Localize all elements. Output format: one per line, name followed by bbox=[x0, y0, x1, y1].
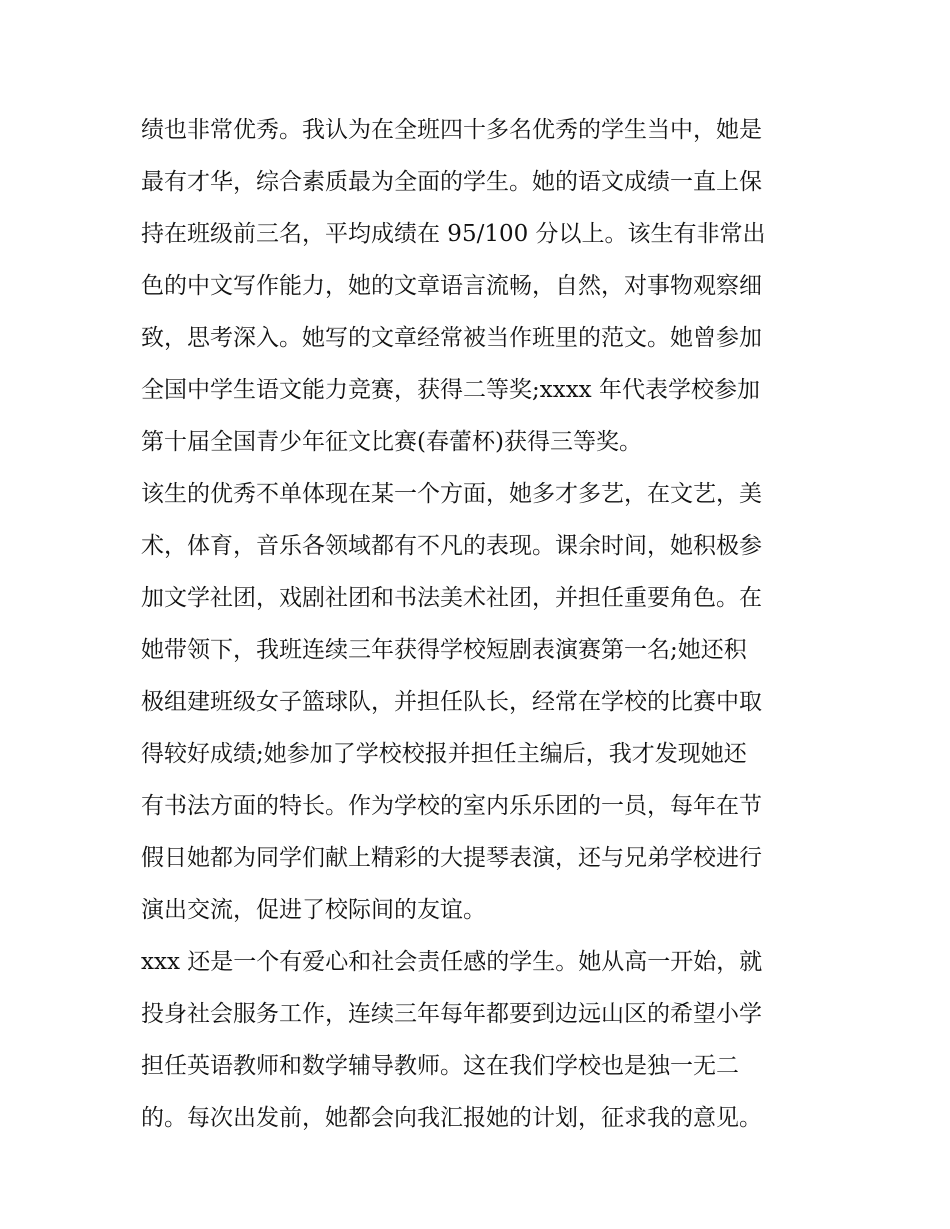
text-line: 术，体育，音乐各领域都有不凡的表现。课余时间，她积极参 bbox=[141, 533, 762, 559]
text-line: 她带领下，我班连续三年获得学校短剧表演赛第一名;她还积 bbox=[141, 637, 747, 663]
text-line: 投身社会服务工作，连续三年每年都要到边远山区的希望小学 bbox=[141, 1001, 762, 1027]
text-line: 持在班级前三名，平均成绩在 95/100 分以上。该生有非常出 bbox=[141, 221, 766, 247]
text-line: 得较好成绩;她参加了学校校报并担任主编后，我才发现她还 bbox=[141, 741, 747, 767]
text-line: 第十届全国青少年征文比赛(春蕾杯)获得三等奖。 bbox=[141, 429, 642, 455]
text-line: 担任英语教师和数学辅导教师。这在我们学校也是独一无二 bbox=[141, 1053, 739, 1079]
text-line: 色的中文写作能力，她的文章语言流畅，自然，对事物观察细 bbox=[141, 273, 762, 299]
text-line: 有书法方面的特长。作为学校的室内乐乐团的一员，每年在节 bbox=[141, 793, 762, 819]
text-line: 全国中学生语文能力竞赛，获得二等奖;xxxx 年代表学校参加 bbox=[141, 377, 760, 403]
body-text bbox=[141, 104, 813, 1144]
text-line: 该生的优秀不单体现在某一个方面，她多才多艺，在文艺，美 bbox=[141, 481, 762, 507]
text-line: 绩也非常优秀。我认为在全班四十多名优秀的学生当中，她是 bbox=[141, 117, 762, 143]
text-line: 演出交流，促进了校际间的友谊。 bbox=[141, 897, 486, 923]
text-line: 致，思考深入。她写的文章经常被当作班里的范文。她曾参加 bbox=[141, 325, 762, 351]
text-line: 的。每次出发前，她都会向我汇报她的计划，征求我的意见。 bbox=[141, 1105, 762, 1131]
text-line: 极组建班级女子篮球队，并担任队长，经常在学校的比赛中取 bbox=[141, 689, 762, 715]
text-line: 最有才华，综合素质最为全面的学生。她的语文成绩一直上保 bbox=[141, 169, 762, 195]
text-line: xxx 还是一个有爱心和社会责任感的学生。她从高一开始，就 bbox=[141, 949, 763, 975]
text-line: 假日她都为同学们献上精彩的大提琴表演，还与兄弟学校进行 bbox=[141, 845, 762, 871]
text-line: 加文学社团，戏剧社团和书法美术社团，并担任重要角色。在 bbox=[141, 585, 762, 611]
